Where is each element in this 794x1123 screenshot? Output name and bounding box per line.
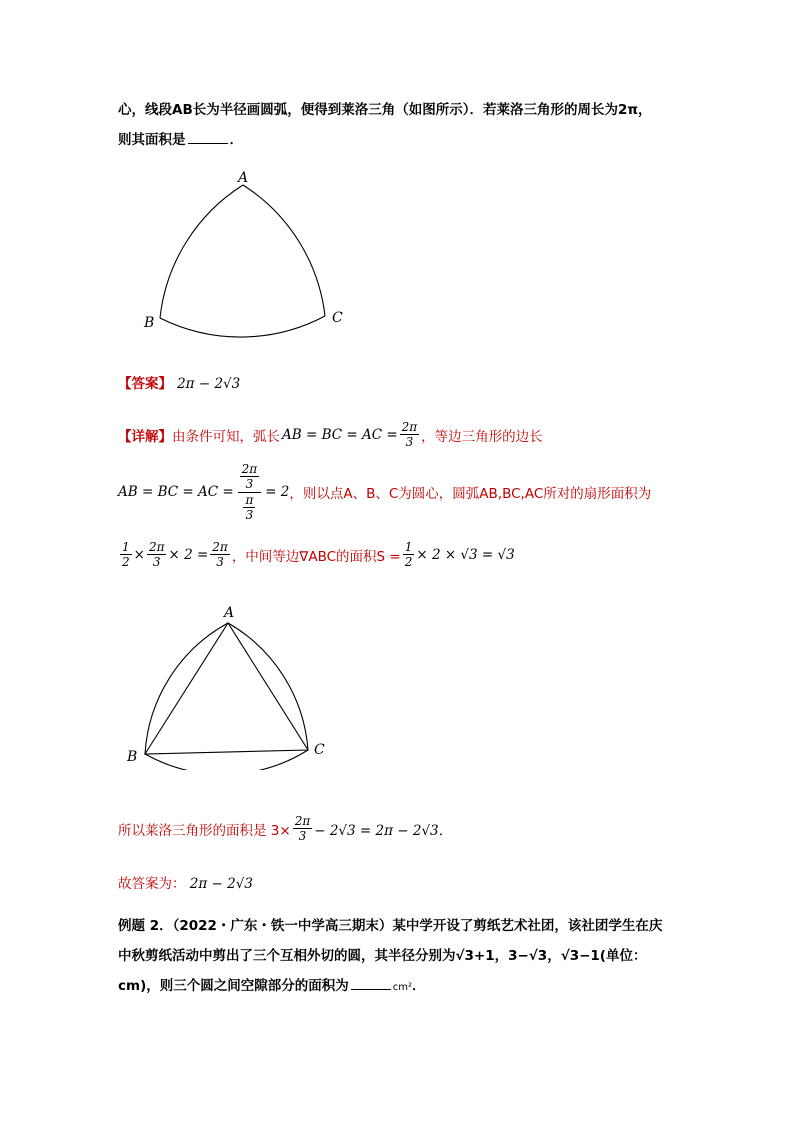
example2-line-3 — [118, 974, 426, 994]
fraction-half: $\frac{1}{2}$ — [122, 540, 130, 570]
label-b-2: B — [127, 749, 138, 765]
conclusion-suffix: − 2√3 = 2π − 2√3． — [314, 822, 453, 839]
example2-line-3-prefix: cm)，则三个圆之间空隙部分的面积为 — [118, 978, 349, 994]
compound-fraction — [238, 462, 262, 523]
question-line-2 — [118, 128, 243, 148]
reuleaux-with-triangle-figure — [118, 600, 348, 770]
final-answer-label: 故答案为： — [118, 876, 186, 892]
question-line-1: 心，线段AB长为半径画圆弧，便得到莱洛三角（如图所示）．若莱洛三角形的周长为2π， — [118, 102, 652, 118]
label-a-2: A — [224, 605, 235, 621]
label-a: A — [238, 170, 249, 186]
question-line-2-prefix: 则其面积是 — [118, 132, 186, 148]
example2-unit: cm² — [392, 982, 412, 993]
example2-line-1: 例题 2．（2022・广东・铁一中学高三期末）某中学开设了剪纸艺术社团，该社团学生在庆 — [118, 918, 663, 934]
triangle-area-tail: × 2 × √3 = √3 — [416, 546, 515, 563]
side-result: = 2 — [265, 484, 290, 501]
arc-bc — [160, 316, 325, 337]
conclusion-line — [118, 814, 452, 844]
conclusion-prefix: 所以莱洛三角形的面积是 3× — [118, 822, 291, 839]
label-b: B — [144, 315, 155, 331]
answer-line — [118, 372, 240, 392]
arc-ab — [160, 185, 243, 318]
example2-blank — [351, 989, 391, 990]
detail-line-2 — [118, 462, 651, 523]
compound-numerator: 2π 3 — [238, 462, 262, 493]
label-c: C — [332, 310, 343, 326]
label-c-2: C — [314, 742, 325, 758]
reuleaux-triangle-figure — [130, 168, 360, 340]
fraction-2pi-over-3-c: $\frac{2\pi}{3}$ — [212, 540, 228, 570]
fraction-2pi-over-3-b: $\frac{2\pi}{3}$ — [148, 540, 165, 570]
detail-line-1-tail: ，等边三角形的边长 — [421, 428, 543, 445]
question-line-2-suffix: ． — [229, 132, 243, 148]
detail-tag: 【详解】 — [118, 428, 172, 445]
detail-line-1 — [118, 420, 543, 450]
fraction-2pi-over-3: $\frac{2\pi}{3}$ — [401, 420, 418, 450]
arc-equation: AB = BC = AC = — [282, 426, 398, 443]
detail-line-2-text: ，则以点A、B、C为圆心，圆弧AB,BC,AC所对的扇形面积为 — [289, 486, 652, 503]
example2-line-2: 中秋剪纸活动中剪出了三个互相外切的圆，其半径分别为√3+1，3−√3，√3−1(单位： — [118, 948, 647, 964]
arc-ac — [243, 185, 325, 316]
detail-line-1-text: 由条件可知，弧长 — [172, 428, 280, 445]
equilateral-triangle — [145, 623, 308, 754]
answer-tag: 【答案】 — [118, 376, 172, 392]
sector-multiplier: × 2 = — [168, 546, 209, 563]
detail-line-3-text: ，中间等边∇ABC的面积S = — [231, 548, 401, 565]
final-answer-value: 2π − 2√3 — [189, 876, 253, 892]
final-answer-line — [118, 872, 253, 892]
times-sign: × — [133, 546, 145, 563]
answer-blank — [188, 143, 228, 144]
detail-line-3 — [118, 540, 515, 570]
compound-denominator: π 3 — [245, 492, 254, 523]
fraction-half-b: $\frac{1}{2}$ — [404, 540, 413, 570]
side-equation: AB = BC = AC = — [118, 484, 234, 501]
answer-value: 2π − 2√3 — [177, 376, 241, 392]
fraction-2pi-over-3-d: $\frac{2\pi}{3}$ — [294, 814, 311, 844]
example2-line-3-suffix: ． — [412, 978, 426, 994]
